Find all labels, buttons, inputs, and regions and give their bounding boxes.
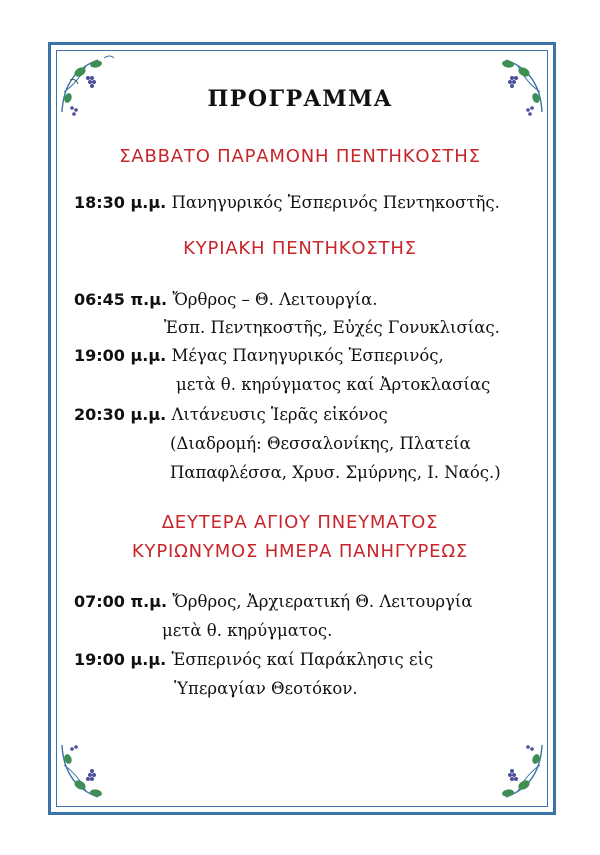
entry-time: 19:00 μ.μ.	[74, 346, 167, 365]
schedule-entry	[74, 592, 473, 611]
entry-text-continued: (Διαδρομή: Θεσσαλονίκης, Πλατεία	[170, 434, 471, 453]
entry-text: Ἑσπερινός καί Παράκλησις εἰς	[171, 650, 434, 669]
entry-text: Ὄρθρος, Ἀρχιερατική Θ. Λειτουργία	[172, 592, 473, 611]
page-title: ΠΡΟΓΡΑΜΜΑ	[207, 86, 393, 112]
entry-time: 20:30 μ.μ.	[74, 405, 167, 424]
section-heading-saturday: ΣΑΒΒΑΤΟ ΠΑΡΑΜΟΝΗ ΠΕΝΤΗΚΟΣΤΗΣ	[119, 146, 481, 167]
grapevine-corner-ornament	[58, 725, 138, 805]
entry-text: Λιτάνευσις Ἱερᾶς εἰκόνος	[171, 405, 388, 424]
grapevine-corner-ornament	[466, 725, 546, 805]
section-heading-monday: ΔΕΥΤΕΡΑ ΑΓΙΟΥ ΠΝΕΥΜΑΤΟΣ	[161, 512, 439, 533]
entry-time: 19:00 μ.μ.	[74, 650, 167, 669]
entry-text-continued: Παπαφλέσσα, Χρυσ. Σμύρνης, Ι. Ναός.)	[170, 463, 501, 482]
schedule-entry	[74, 193, 500, 212]
entry-text: Πανηγυρικός Ἑσπερινός Πεντηκοστῆς.	[171, 193, 500, 212]
schedule-entry	[74, 346, 444, 365]
entry-text-continued: Ὑπεραγίαν Θεοτόκον.	[174, 679, 358, 698]
section-subheading-feast-day: ΚΥΡΙΩΝΥΜΟΣ ΗΜΕΡΑ ΠΑΝΗΓΥΡΕΩΣ	[131, 541, 469, 562]
entry-time: 07:00 π.μ.	[74, 592, 168, 611]
entry-text-continued: μετὰ θ. κηρύγματος.	[162, 621, 333, 640]
section-heading-sunday: ΚΥΡΙΑΚΗ ΠΕΝΤΗΚΟΣΤΗΣ	[183, 238, 417, 259]
entry-text-continued: μετὰ θ. κηρύγματος καί Ἀρτοκλασίας	[176, 375, 491, 394]
schedule-entry	[74, 405, 388, 424]
schedule-entry	[74, 650, 433, 669]
entry-time: 18:30 μ.μ.	[74, 193, 167, 212]
entry-time: 06:45 π.μ.	[74, 290, 168, 309]
schedule-entry	[74, 290, 378, 309]
entry-text: Ὄρθρος – Θ. Λειτουργία.	[172, 290, 378, 309]
entry-text-continued: Ἑσπ. Πεντηκοστῆς, Εὐχές Γονυκλισίας.	[164, 318, 500, 337]
entry-text: Μέγας Πανηγυρικός Ἑσπερινός,	[171, 346, 444, 365]
